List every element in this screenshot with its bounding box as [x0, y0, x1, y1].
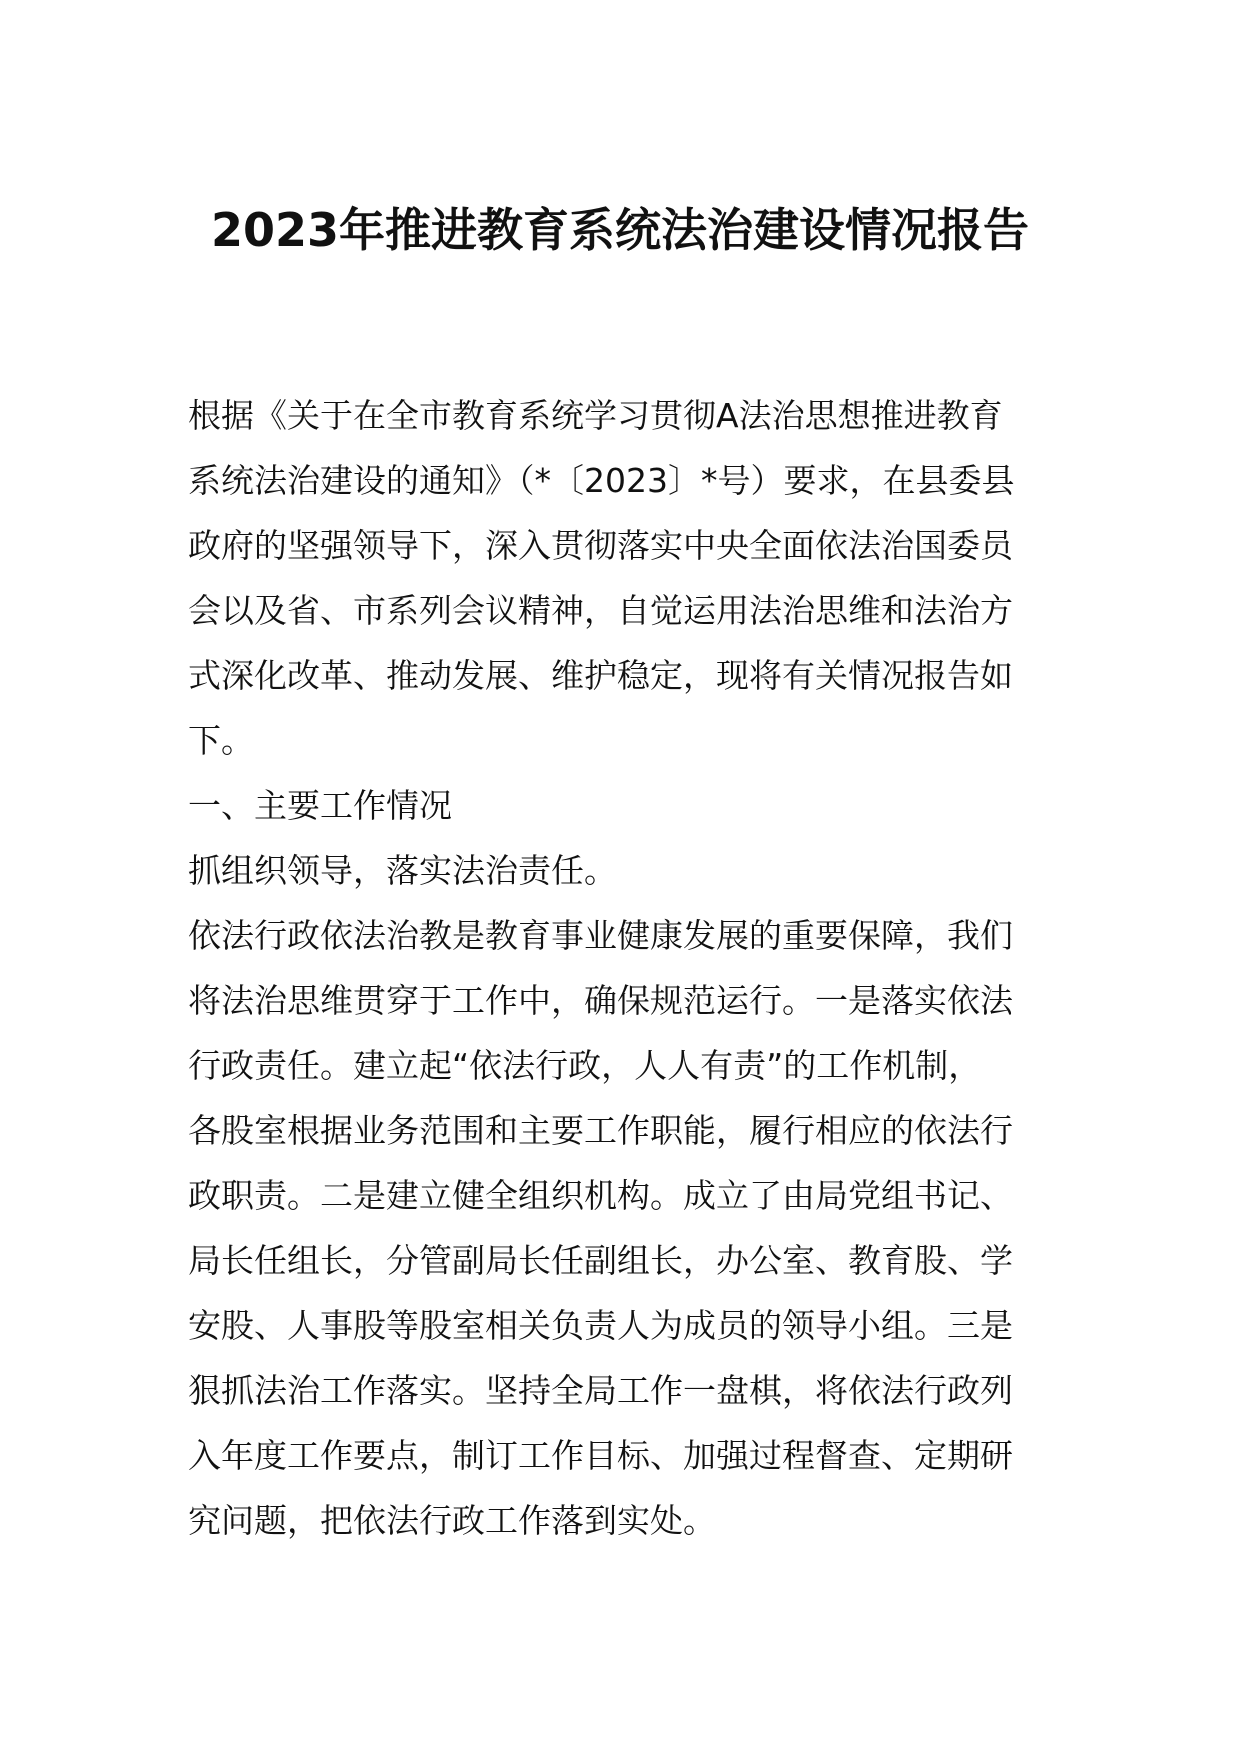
section-heading: 一、主要工作情况: [188, 786, 452, 825]
body-line: 局长任组长，分管副局长任副组长，办公室、教育股、学: [188, 1241, 1013, 1280]
body-line: 安股、人事股等股室相关负责人为成员的领导小组。三是: [188, 1306, 1013, 1345]
document-body: [188, 383, 1048, 1553]
intro-line: 系统法治建设的通知》（*〔2023〕*号）要求，在县委县: [188, 461, 1015, 500]
intro-line: 会以及省、市系列会议精神，自觉运用法治思维和法治方: [188, 591, 1013, 630]
intro-line: 式深化改革、推动发展、维护稳定，现将有关情况报告如: [188, 656, 1013, 695]
body-line: 依法行政依法治教是教育事业健康发展的重要保障，我们: [188, 916, 1013, 955]
body-line: 将法治思维贯穿于工作中，确保规范运行。一是落实依法: [188, 981, 1013, 1020]
subsection-heading: 抓组织领导，落实法治责任。: [188, 851, 617, 890]
body-line: 狠抓法治工作落实。坚持全局工作一盘棋，将依法行政列: [188, 1371, 1013, 1410]
body-line: 政职责。二是建立健全组织机构。成立了由局党组书记、: [188, 1176, 1013, 1215]
body-line: 究问题，把依法行政工作落到实处。: [188, 1501, 716, 1540]
body-line: 各股室根据业务范围和主要工作职能，履行相应的依法行: [188, 1111, 1013, 1150]
intro-line: 政府的坚强领导下，深入贯彻落实中央全面依法治国委员: [188, 526, 1013, 565]
document-title: 2023年推进教育系统法治建设情况报告: [210, 203, 1030, 257]
body-line: 入年度工作要点，制订工作目标、加强过程督查、定期研: [188, 1436, 1013, 1475]
body-line: 行政责任。建立起“依法行政，人人有责”的工作机制，: [188, 1046, 982, 1085]
intro-line: 下。: [188, 721, 254, 760]
intro-line: 根据《关于在全市教育系统学习贯彻A法治思想推进教育: [188, 396, 1003, 435]
